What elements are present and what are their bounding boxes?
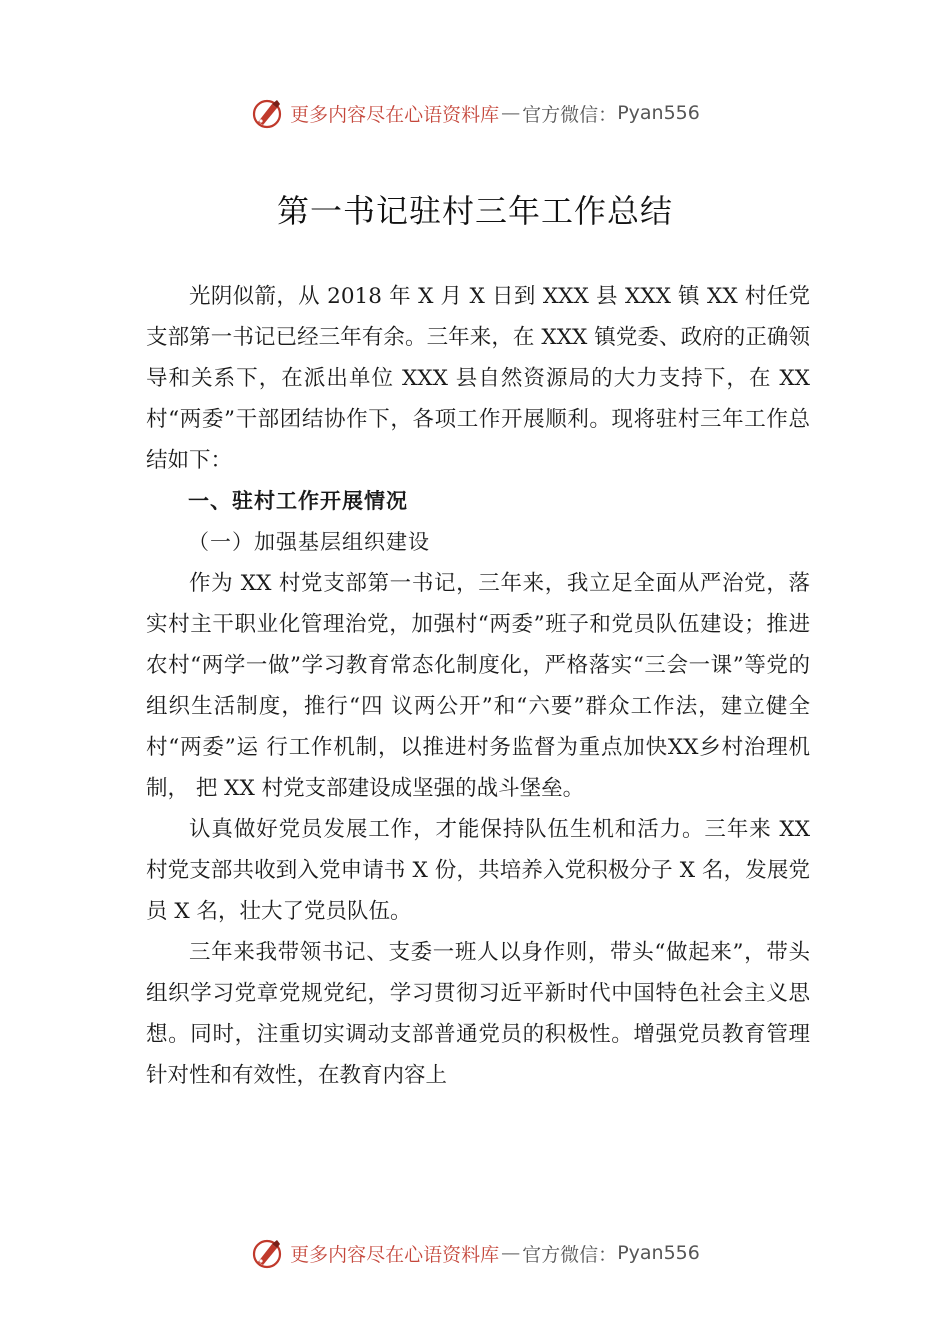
watermark-wechat-id: Pyan556	[617, 1242, 700, 1264]
paragraph-organization: 作为 XX 村党支部第一书记，三年来，我立足全面从严治党，落实村主干职业化管理治党，加强村“两委”班子和党员队伍建设；推进农村“两学一做”学习教育常态化制度化，严格落实“三会一课”等党的组织生活制度，推行“四 议两公开”和“六要”群众工作法，建立健全村“两委”运 行工作机制，以推进村务监督为重点加快XX乡村治理机制， 把 XX 村党支部建设成坚强的战斗堡垒。	[146, 571, 810, 801]
paragraph-party-members: 认真做好党员发展工作，才能保持队伍生机和活力。三年来 XX 村党支部共收到入党申请书 X 份，共培养入党积极分子 X 名，发展党员 X 名，壮大了党员队伍。	[146, 817, 810, 924]
paragraph-intro: 光阴似箭，从 2018 年 X 月 X 日到 XXX 县 XXX 镇 XX 村任党支部第一书记已经三年有余。三年来，在 XXX 镇党委、政府的正确领导和关系下，在派出单位 XXX 县自然资源局的大力支持下，在 XX 村“两委”干部团结协作下，各项工作开展顺利。现将驻村三年工作总结如下：	[146, 284, 810, 473]
subsection-heading: （一）加强基层组织建设	[188, 530, 430, 554]
pen-logo-icon	[250, 1236, 284, 1270]
section-heading: 一、驻村工作开展情况	[188, 489, 408, 513]
footer-watermark	[0, 1236, 950, 1270]
document-title: 第一书记驻村三年工作总结	[276, 192, 673, 230]
paragraph-leadership: 三年来我带领书记、支委一班人以身作则，带头“做起来”，带头组织学习党章党规党纪，学习贯彻习近平新时代中国特色社会主义思想。同时，注重切实调动支部普通党员的积极性。增强党员教育管理针对性和有效性，在教育内容上	[146, 940, 810, 1088]
header-watermark	[0, 96, 950, 130]
watermark-label: 官方微信：	[522, 103, 618, 126]
watermark-separator: —	[501, 1242, 521, 1264]
watermark-separator: —	[501, 102, 521, 124]
watermark-wechat-id: Pyan556	[617, 102, 700, 124]
watermark-text: 更多内容尽在心语资料库	[290, 103, 500, 126]
watermark-label: 官方微信：	[522, 1243, 618, 1266]
watermark-text: 更多内容尽在心语资料库	[290, 1243, 500, 1266]
document-body	[146, 276, 810, 1096]
pen-logo-icon	[250, 96, 284, 130]
